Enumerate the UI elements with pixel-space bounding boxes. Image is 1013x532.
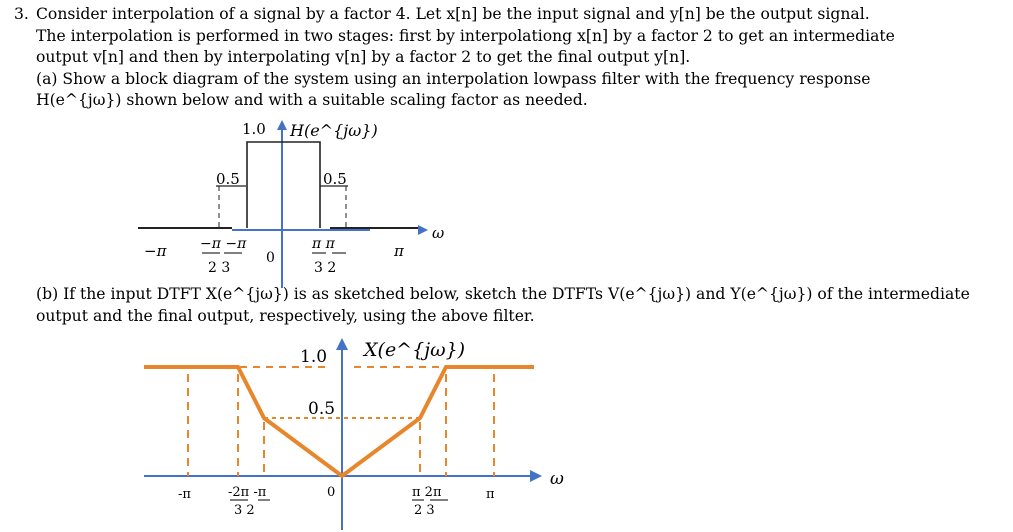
h-x-axis-label: ω: [432, 224, 445, 242]
x-label-half: 0.5: [308, 399, 336, 419]
h-label-half-right: 0.5: [323, 170, 347, 188]
x-title: X(e^{jω}): [364, 339, 466, 361]
h-tick-pi: π: [394, 242, 404, 260]
h-tick-zero: 0: [266, 250, 275, 266]
h-title: H(e^{jω}): [290, 121, 378, 140]
h-tick-neg-pi: −π: [144, 242, 167, 260]
x-x-axis-label: ω: [550, 469, 564, 489]
h-tick-frac-den-pos: 3 2: [314, 260, 337, 276]
problem-line-1: [14, 4, 999, 26]
h-tick-frac-num-pos: π π: [312, 236, 335, 252]
problem-number: 3.: [14, 5, 29, 23]
h-tick-frac-num-neg: −π −π: [200, 236, 247, 252]
problem-text-1: Consider interpolation of a signal by a factor 4. Let x[n] be the input signal and y[n] be the output signal.: [36, 5, 870, 23]
x-tick-zero: 0: [327, 485, 336, 500]
h-pulse: [247, 142, 320, 228]
part-b-line-1: (b) If the input DTFT X(e^{jω}) is as sketched below, sketch the DTFTs V(e^{jω}) and Y(e^{jω}) of the intermediate: [36, 285, 970, 303]
x-horizontal-arrow: [530, 470, 542, 482]
x-tick-pos-num: π 2π: [412, 485, 442, 500]
input-dtft-figure: [130, 330, 570, 530]
x-tick-neg-num: -2π -π: [228, 485, 267, 500]
h-tick-frac-den-neg: 2 3: [208, 260, 231, 276]
h-y-tick-1: 1.0: [242, 120, 266, 138]
x-tick-neg-den: 3 2: [234, 503, 255, 518]
h-axis-arrow: [418, 225, 428, 235]
x-y-tick-1: 1.0: [300, 347, 328, 367]
part-b: [36, 284, 996, 327]
x-tick-neg-pi: -π: [178, 487, 191, 502]
x-tick-pos-den: 2 3: [414, 503, 435, 518]
x-tick-pi: π: [486, 487, 495, 502]
filter-response-figure: [120, 112, 460, 288]
problem-line-2: The interpolation is performed in two stages: first by interpolationg x[n] by a factor 2 to get an intermediate: [36, 26, 895, 45]
part-a-line-2: H(e^{jω}) shown below and with a suitable scaling factor as needed.: [36, 91, 588, 110]
x-vertical-arrow: [336, 338, 348, 350]
h-vertical-arrow: [277, 120, 287, 130]
problem-statement: [14, 4, 999, 112]
problem-line-3: output v[n] and then by interpolating v[n] by a factor 2 to get the final output y[n].: [36, 48, 691, 67]
h-label-half-left: 0.5: [216, 170, 240, 188]
part-b-line-2: output and the final output, respectively, using the above filter.: [36, 306, 535, 325]
x-spectrum: [144, 367, 534, 476]
part-a-line-1: (a) Show a block diagram of the system using an interpolation lowpass filter with the frequency response: [36, 69, 871, 88]
